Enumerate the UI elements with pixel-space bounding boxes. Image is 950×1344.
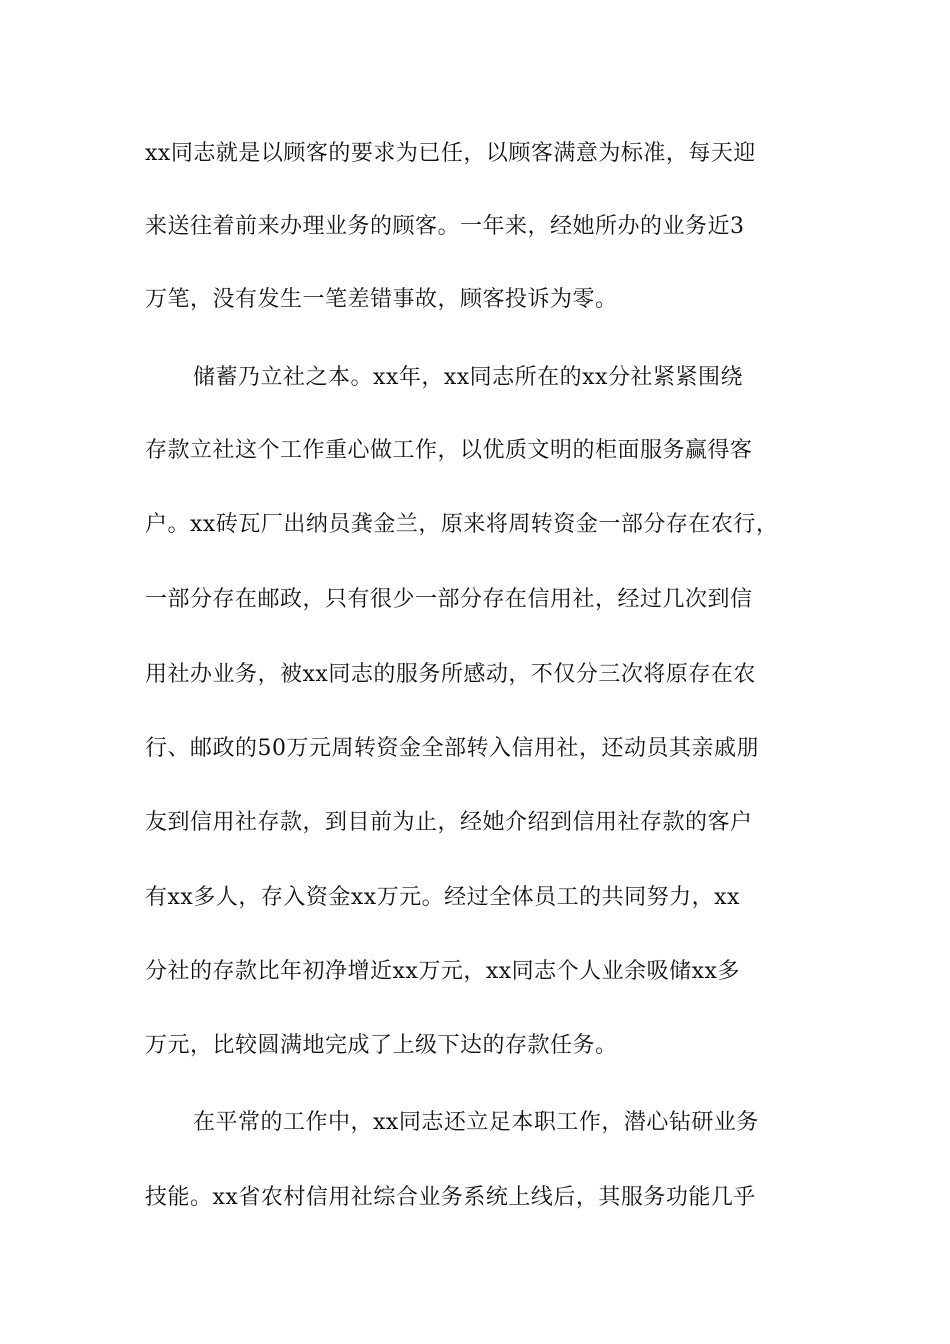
text-line: 有xx多人，存入资金xx万元。经过全体员工的共同努力，xx: [145, 885, 740, 910]
text-line: 一部分存在邮政，只有很少一部分存在信用社，经过几次到信: [145, 587, 753, 612]
text-line: 友到信用社存款，到目前为止，经她介绍到信用社存款的客户: [145, 810, 753, 835]
text-line: 分社的存款比年初净增近xx万元，xx同志个人业余吸储xx多: [145, 959, 740, 984]
text-line: xx同志就是以顾客的要求为已任，以顾客满意为标准，每天迎: [145, 141, 756, 166]
paragraph-first-line: 储蓄乃立社之本。xx年，xx同志所在的xx分社紧紧围绕: [193, 365, 743, 390]
text-line: 行、邮政的50万元周转资金全部转入信用社，还动员其亲戚朋: [145, 736, 759, 761]
text-line: 来送往着前来办理业务的顾客。一年来，经她所办的业务近3: [145, 214, 745, 239]
text-line: 技能。xx省农村信用社综合业务系统上线后，其服务功能几乎: [145, 1185, 756, 1210]
text-line: 万笔，没有发生一笔差错事故，顾客投诉为零。: [145, 287, 618, 312]
text-line: 户。xx砖瓦厂出纳员龚金兰，原来将周转资金一部分存在农行，: [145, 512, 779, 537]
paragraph-first-line: 在平常的工作中，xx同志还立足本职工作，潜心钻研业务: [193, 1110, 759, 1135]
text-line: 用社办业务，被xx同志的服务所感动，不仅分三次将原存在农: [145, 662, 756, 687]
text-line: 万元，比较圆满地完成了上级下达的存款任务。: [145, 1033, 618, 1058]
text-line: 存款立社这个工作重心做工作，以优质文明的柜面服务赢得客: [145, 438, 753, 463]
